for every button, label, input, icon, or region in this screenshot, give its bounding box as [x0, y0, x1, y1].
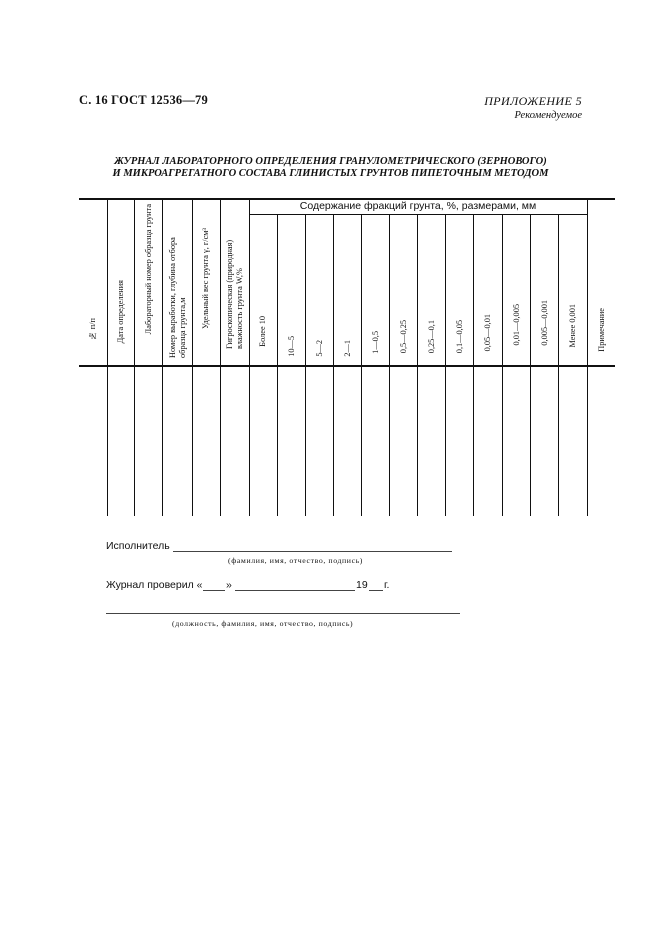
executor-line[interactable] — [173, 551, 452, 552]
checked-label: Журнал проверил « — [106, 579, 203, 591]
column-header: Лабораторный номер образца грунта — [144, 204, 153, 335]
executor-label: Исполнитель — [106, 540, 170, 552]
col-divider — [502, 214, 503, 516]
column-header: 2—1 — [343, 340, 352, 357]
column-header: Менее 0,001 — [568, 304, 577, 348]
title-line-2: И МИКРОАГРЕГАТНОГО СОСТАВА ГЛИНИСТЫХ ГРУНТОВ ПИПЕТОЧНЫМ МЕТОДОМ — [112, 168, 549, 179]
appendix-block — [484, 94, 582, 121]
col-divider — [445, 214, 446, 516]
check-month-line[interactable] — [235, 590, 355, 591]
appendix-label: ПРИЛОЖЕНИЕ 5 — [484, 94, 582, 108]
column-header: Более 10 — [258, 316, 267, 347]
col-divider — [277, 214, 278, 516]
col-divider — [305, 214, 306, 516]
col-divider — [361, 214, 362, 516]
col-divider — [389, 214, 390, 516]
col-divider — [587, 198, 588, 516]
document-title — [60, 156, 601, 180]
col-divider — [333, 214, 334, 516]
checked-close-quote: » — [226, 579, 232, 591]
column-header: 0,5—0,25 — [399, 320, 408, 354]
page-header: С. 16 ГОСТ 12536—79 — [79, 93, 208, 107]
header-bottom-border — [79, 365, 615, 367]
checker-hint: (должность, фамилия, имя, отчество, подпись) — [172, 619, 354, 628]
column-header: 1—0,5 — [371, 331, 380, 354]
col-divider — [162, 198, 163, 516]
col-divider — [249, 198, 250, 516]
col-divider — [417, 214, 418, 516]
executor-hint: (фамилия, имя, отчество, подпись) — [228, 556, 363, 565]
column-header: 10—5 — [287, 336, 296, 357]
appendix-status: Рекомендуемое — [514, 110, 582, 121]
year-suffix: г. — [384, 579, 390, 591]
title-line-1: ЖУРНАЛ ЛАБОРАТОРНОГО ОПРЕДЕЛЕНИЯ ГРАНУЛОМЕТРИЧЕСКОГО (ЗЕРНОВОГО) — [114, 156, 547, 167]
year-prefix: 19 — [356, 579, 368, 591]
column-header: 0,01—0,005 — [512, 304, 521, 346]
column-header: Удельный вес грунта γ, г/см³ — [201, 228, 210, 330]
fractions-group-header: Содержание фракций грунта, %, размерами, мм — [299, 200, 537, 212]
column-header: 0,005—0,001 — [540, 300, 549, 346]
column-header: Гигроскопическая (природная) влажность грунта W,% — [225, 239, 244, 349]
column-header: 0,05—0,01 — [483, 314, 492, 352]
col-divider — [558, 214, 559, 516]
column-header: Дата определения — [116, 280, 125, 344]
column-header: 5—2 — [315, 340, 324, 357]
col-divider — [220, 198, 221, 516]
col-divider — [192, 198, 193, 516]
col-divider — [530, 214, 531, 516]
check-year-line[interactable] — [369, 590, 383, 591]
group-header-divider — [249, 214, 587, 215]
column-header: 0,1—0,05 — [455, 320, 464, 354]
column-header: Примечание — [597, 308, 606, 352]
col-divider — [107, 198, 108, 516]
check-day-line[interactable] — [203, 590, 225, 591]
col-divider — [473, 214, 474, 516]
column-header: № п/п — [88, 318, 97, 341]
column-header: Номер выработки, глубина отбора образца грунта,м — [168, 237, 187, 358]
col-divider — [134, 198, 135, 516]
checker-line[interactable] — [106, 613, 460, 614]
column-header: 0,25—0,1 — [427, 320, 436, 354]
